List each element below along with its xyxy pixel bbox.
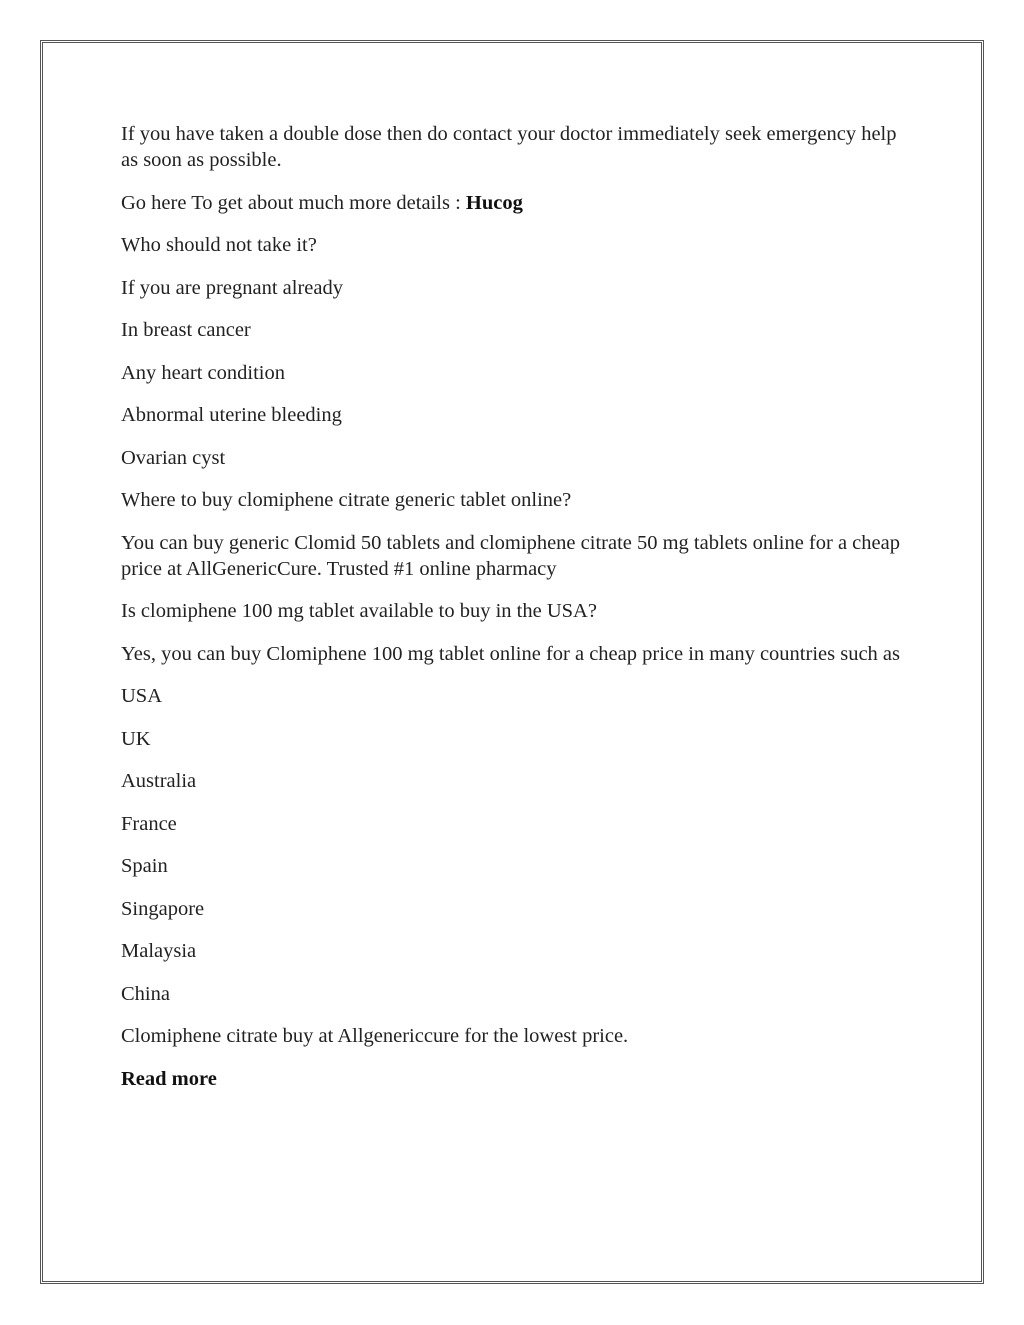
country-item: Singapore — [121, 897, 205, 920]
paragraph-double-dose: If you have taken a double dose then do contact your doctor immediately seek emergency help as soon as possible. — [121, 123, 897, 171]
contraindication-item: Ovarian cyst — [121, 446, 226, 469]
question-usa: Is clomiphene 100 mg tablet available to buy in the USA? — [121, 600, 597, 622]
country-item: Australia — [121, 770, 197, 792]
contraindication-item: In breast cancer — [121, 319, 251, 341]
hucog-link[interactable]: Hucog — [465, 191, 523, 214]
country-item: Spain — [121, 855, 168, 877]
contraindication-item: If you are pregnant already — [121, 276, 343, 299]
go-here-text: Go here To get about much more details : — [121, 191, 466, 214]
question-where-to-buy: Where to buy clomiphene citrate generic tablet online? — [121, 489, 572, 511]
country-item: USA — [121, 685, 163, 707]
contraindication-item: Abnormal uterine bleeding — [121, 404, 342, 426]
document-body — [121, 121, 901, 1108]
heading-who-should-not: Who should not take it? — [121, 234, 317, 256]
answer-usa: Yes, you can buy Clomiphene 100 mg tablet online for a cheap price in many countries such as — [121, 642, 901, 665]
country-item: China — [121, 982, 170, 1005]
closing-paragraph: Clomiphene citrate buy at Allgenericcure for the lowest price. — [121, 1025, 629, 1047]
country-item: UK — [121, 727, 151, 750]
answer-where-to-buy: You can buy generic Clomid 50 tablets and clomiphene citrate 50 mg tablets online for a cheap price at AllGenericCure. Trusted #1 online pharmacy — [121, 531, 900, 580]
read-more-paragraph — [121, 1066, 901, 1092]
paragraph-go-here — [121, 190, 901, 216]
country-item: France — [121, 812, 177, 835]
country-item: Malaysia — [121, 940, 197, 962]
read-more-link[interactable]: Read more — [121, 1067, 217, 1090]
contraindication-item: Any heart condition — [121, 361, 285, 384]
